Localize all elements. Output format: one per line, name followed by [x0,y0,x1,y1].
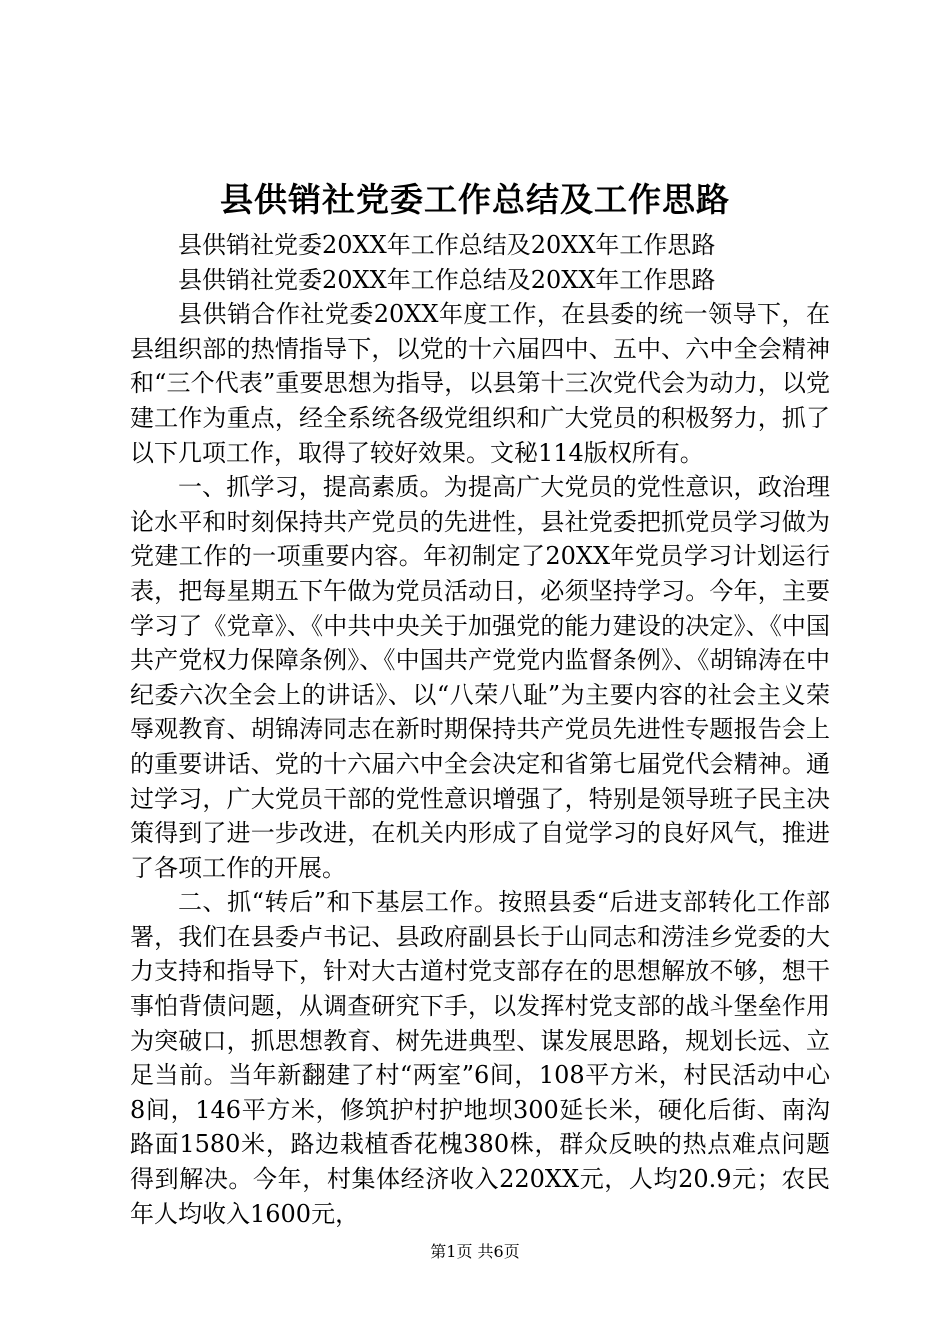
paragraph: 县供销合作社党委20XX年度工作，在县委的统一领导下，在县组织部的热情指导下，以党的十六届四中、五中、六中全会精神和“三个代表”重要思想为指导，以县第十三次党代会为动力，以党建工作为重点，经全系统各级党组织和广大党员的积极努力，抓了以下几项工作，取得了较好效果。文秘114版权所有。 [130,300,830,467]
paragraph: 二、抓“转后”和下基层工作。按照县委“后进支部转化工作部署，我们在县委卢书记、县政府副县长于山同志和涝洼乡党委的大力支持和指导下，针对大古道村党支部存在的思想解放不够，想干事怕背债问题，从调查研究下手，以发挥村党支部的战斗堡垒作用为突破口，抓思想教育、树先进典型、谋发展思路，规划长远、立足当前。当年新翻建了村“两室”6间，108平方米，村民活动中心8间，146平方米，修筑护村护地坝300延长米，硬化后街、南沟路面1580米，路边栽植香花槐380株，群众反映的热点难点问题得到解决。今年，村集体经济收入220XX元，人均20.9元；农民年人均收入1600元， [130,888,830,1228]
paragraph: 县供销社党委20XX年工作总结及20XX年工作思路 [178,265,716,294]
paragraph: 一、抓学习，提高素质。为提高广大党员的党性意识，政治理论水平和时刻保持共产党员的先进性，县社党委把抓党员学习做为党建工作的一项重要内容。年初制定了20XX年党员学习计划运行表，把每星期五下午做为党员活动日，必须坚持学习。今年，主要学习了《党章》、《中共中央关于加强党的能力建设的决定》、《中国共产党权力保障条例》、《中国共产党党内监督条例》、《胡锦涛在中纪委六次全会上的讲话》、以“八荣八耻”为主要内容的社会主义荣辱观教育、胡锦涛同志在新时期保持共产党员先进性专题报告会上的重要讲话、党的十六届六中全会决定和省第七届党代会精神。通过学习，广大党员干部的党性意识增强了，特别是领导班子民主决策得到了进一步改进，在机关内形成了自觉学习的良好风气，推进了各项工作的开展。 [130,473,830,882]
page-number-footer: 第1页 共6页 [430,1242,520,1261]
document-title: 县供销社党委工作总结及工作思路 [220,180,730,219]
paragraph: 县供销社党委20XX年工作总结及20XX年工作思路 [178,231,716,259]
document-body [130,228,830,1231]
